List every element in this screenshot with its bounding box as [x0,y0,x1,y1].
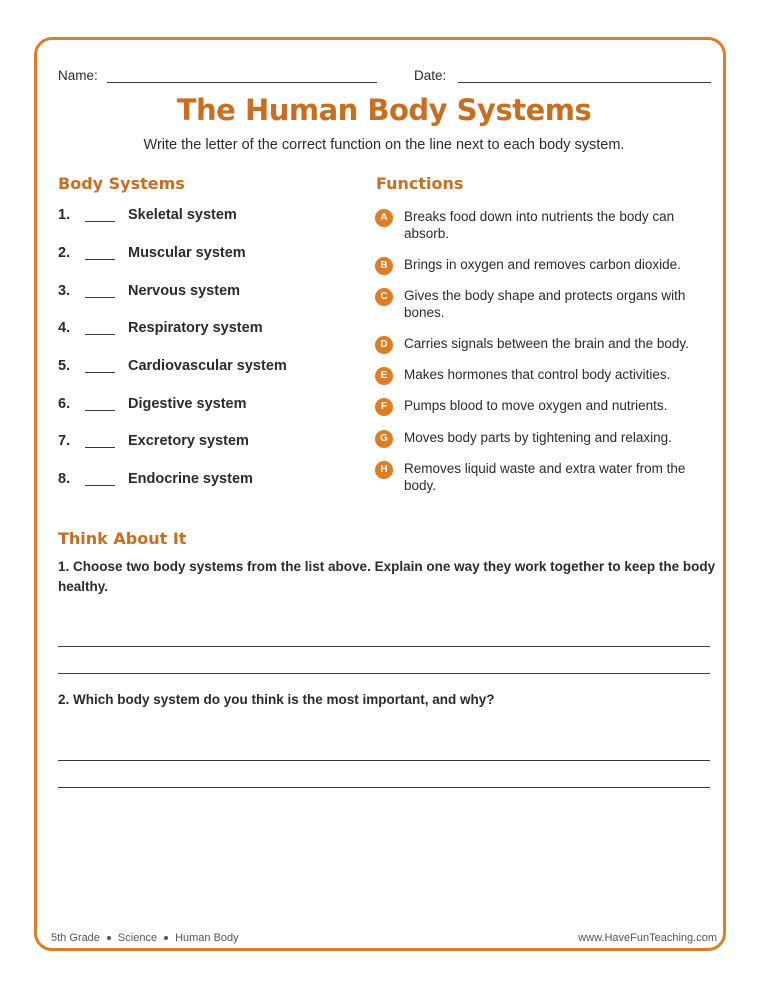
functions-heading: Functions [376,174,464,193]
function-text: Carries signals between the brain and the body. [404,336,689,351]
page-title: The Human Body Systems [176,93,592,127]
letter-badge: G [375,430,393,448]
instructions: Write the letter of the correct function on the line next to each body system. [143,137,625,153]
date-field[interactable] [458,82,711,83]
letter-badge: D [375,336,393,354]
letter-badge: H [375,461,393,479]
system-name: Endocrine system [128,471,253,487]
system-name: Cardiovascular system [128,358,287,374]
letter-badge: F [375,398,393,416]
bullet-icon [164,936,168,940]
footer-tags [51,932,239,944]
footer-website: www.HaveFunTeaching.com [578,932,717,944]
function-text: Breaks food down into nutrients the body can absorb. [404,209,675,241]
system-number: 3. [58,283,71,299]
answer-blank[interactable] [85,259,115,260]
answer-line[interactable] [58,673,710,674]
answer-blank[interactable] [85,485,115,486]
footer-grade: 5th Grade [51,932,100,944]
answer-blank[interactable] [85,372,115,373]
answer-blank[interactable] [85,410,115,411]
system-name: Skeletal system [128,207,237,223]
system-name: Respiratory system [128,320,263,336]
letter-badge: E [375,367,393,385]
system-number: 6. [58,396,71,412]
bullet-icon [107,936,111,940]
date-label: Date: [414,68,447,83]
question-2: 2. Which body system do you think is the most important, and why? [58,692,495,707]
system-number: 5. [58,358,71,374]
system-number: 2. [58,245,71,261]
system-number: 7. [58,433,71,449]
system-name: Muscular system [128,245,246,261]
system-number: 8. [58,471,71,487]
letter-badge: A [375,209,393,227]
answer-line[interactable] [58,760,710,761]
system-number: 4. [58,320,71,336]
function-text: Gives the body shape and protects organs with bones. [404,288,686,320]
answer-blank[interactable] [85,221,115,222]
name-label: Name: [58,68,98,83]
function-text: Removes liquid waste and extra water from the body. [404,461,686,493]
think-about-it-heading: Think About It [58,529,187,548]
system-name: Excretory system [128,433,249,449]
footer-topic: Human Body [175,932,239,944]
letter-badge: B [375,257,393,275]
answer-blank[interactable] [85,447,115,448]
function-text: Brings in oxygen and removes carbon dioxide. [404,257,681,272]
question-1: 1. Choose two body systems from the list above. Explain one way they work together to keep the body healthy. [58,559,716,594]
system-name: Nervous system [128,283,241,299]
answer-blank[interactable] [85,334,115,335]
function-text: Moves body parts by tightening and relaxing. [404,430,672,445]
system-number: 1. [58,207,71,223]
answer-line[interactable] [58,646,710,647]
function-text: Pumps blood to move oxygen and nutrients. [404,398,668,413]
answer-line[interactable] [58,787,710,788]
system-name: Digestive system [128,396,247,412]
function-text: Makes hormones that control body activities. [404,367,671,382]
footer-subject: Science [117,932,158,944]
body-systems-heading: Body Systems [58,174,185,193]
letter-badge: C [375,288,393,306]
name-field[interactable] [107,82,377,83]
answer-blank[interactable] [85,297,115,298]
